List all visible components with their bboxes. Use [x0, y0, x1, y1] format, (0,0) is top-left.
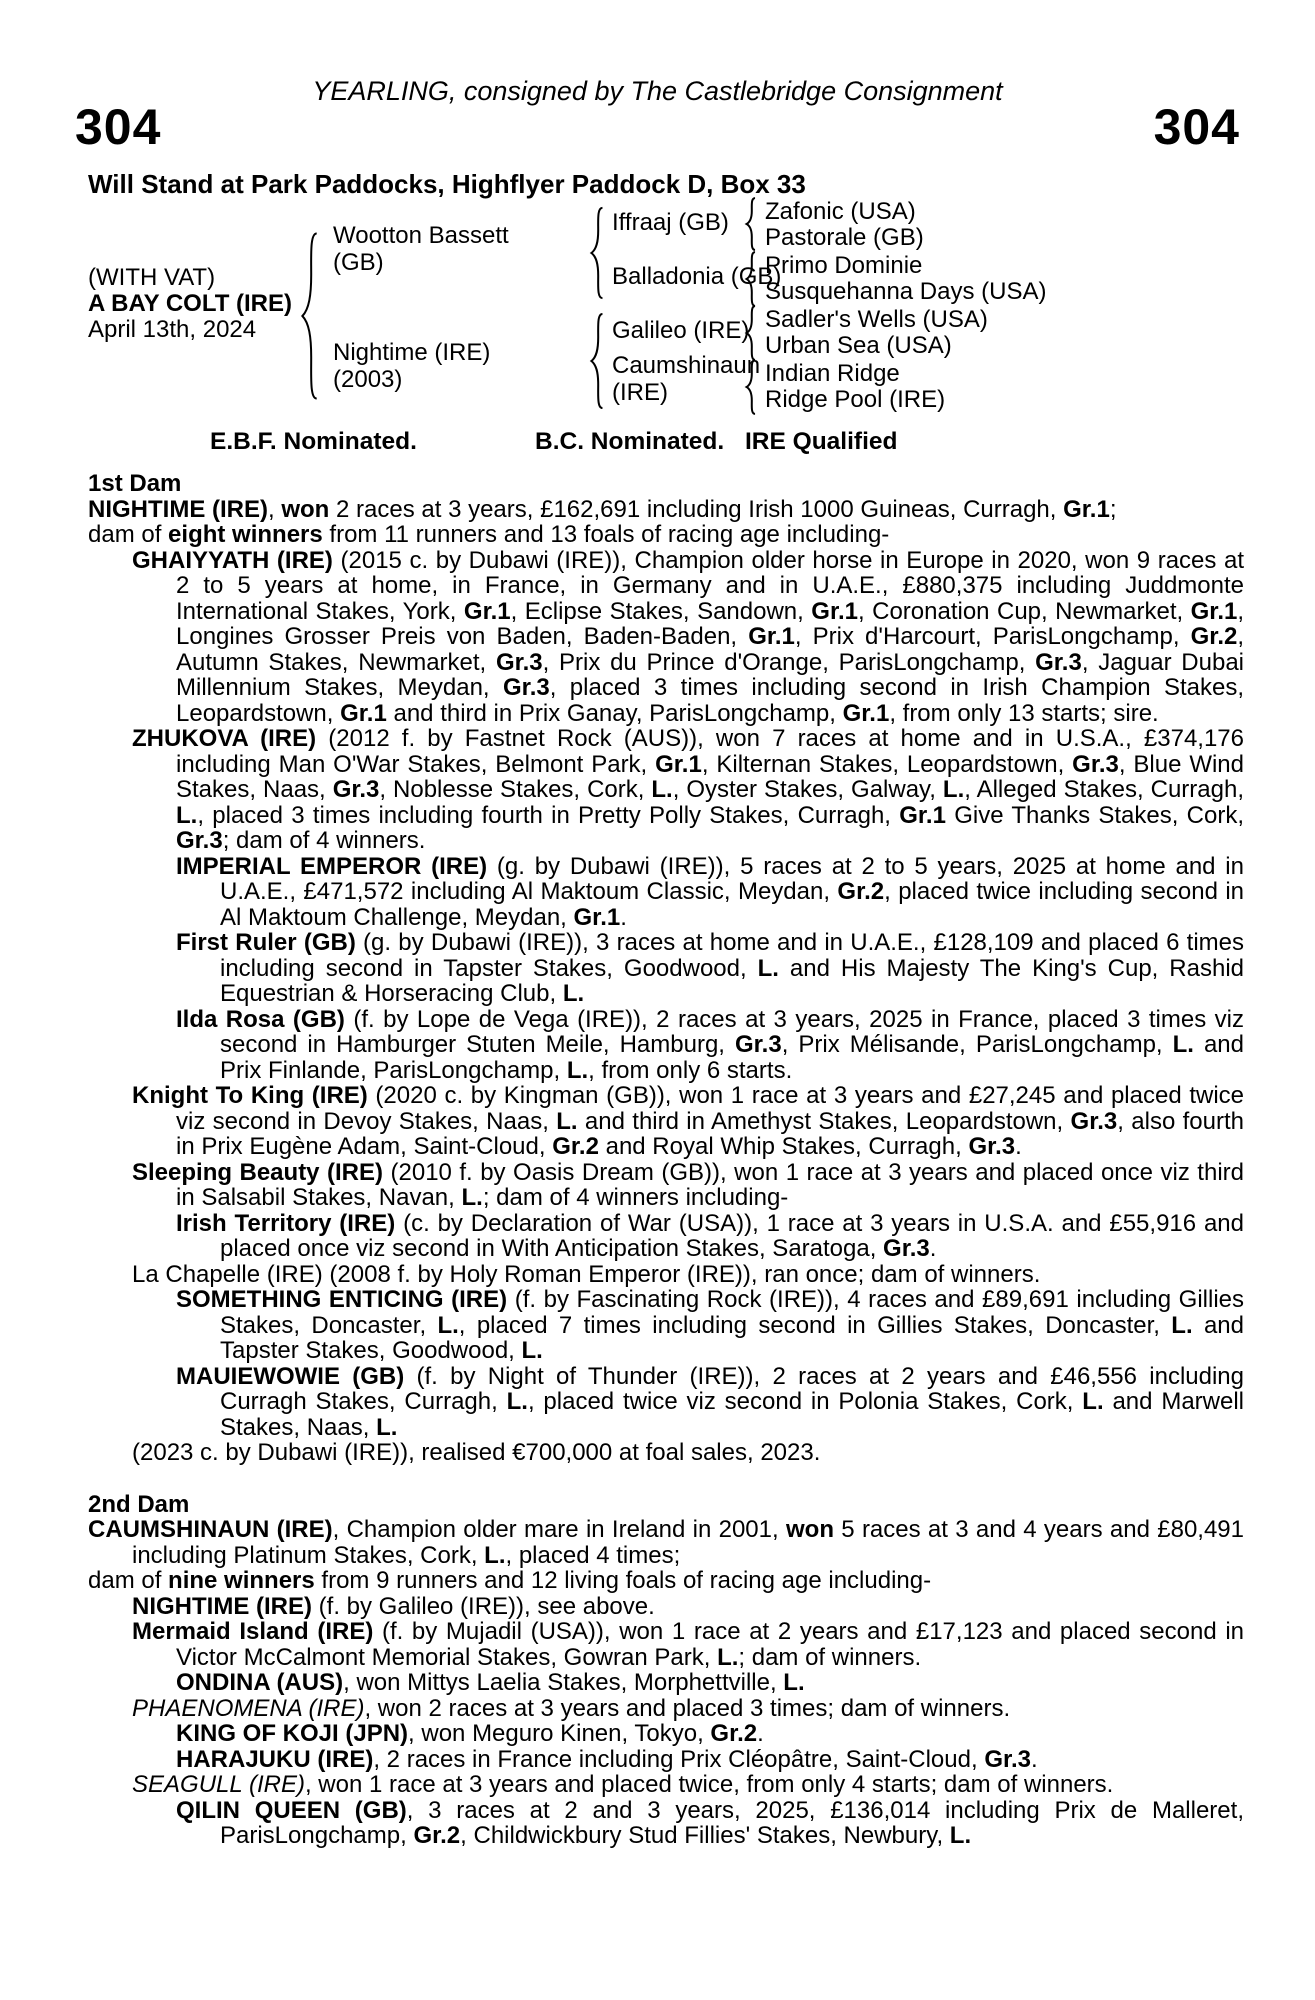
section-heading: 2nd Dam [88, 1490, 190, 1518]
text-segment: Gr.2 [1190, 623, 1238, 650]
great-grandparent: Susquehanna Days (USA) [765, 278, 1047, 305]
great-grandparent: Primo Dominie [765, 252, 923, 279]
text-segment: (f. by Mujadil (USA)), won 1 race at 2 years and £17,123 and placed second in Victor McCalmont Memorial Stakes, Gowran Park, [176, 1618, 1245, 1671]
lot-number-right: 304 [1153, 99, 1240, 155]
foal-date: April 13th, 2024 [88, 316, 257, 343]
text-segment: 5 races at 3 and 4 years and £80,491 including Platinum Stakes, Cork, [132, 1516, 1244, 1569]
text-segment: Gr.1 [748, 623, 795, 650]
text-segment: Gr.1 [1063, 495, 1110, 523]
text-segment: Gr.2 [837, 878, 885, 905]
text-segment: ZHUKOVA (IRE) [132, 725, 317, 752]
text-segment: IMPERIAL EMPEROR (IRE) [176, 852, 488, 880]
text-segment: , Autumn Stakes, Newmarket, [176, 623, 1245, 676]
text-segment: and His Majesty The King's Cup, Rashid Equestrian & Horseracing Club, [220, 954, 1245, 1007]
text-segment: . [1031, 1745, 1038, 1773]
catalog-paragraph [88, 497, 1244, 523]
subject-name: A BAY COLT (IRE) [88, 290, 293, 317]
ire-qualified: IRE Qualified [745, 428, 898, 455]
catalog-paragraph [88, 1619, 1244, 1670]
text-segment: Knight To King (IRE) [132, 1082, 368, 1109]
text-segment: Gr.3 [503, 674, 550, 701]
text-segment: (f. by Lope de Vega (IRE)), 2 races at 3 years, 2025 in France, placed 3 times viz second in Hamburger Stuten Meile, Hamburg, [220, 1005, 1244, 1058]
text-segment: , Noblesse Stakes, Cork, [379, 776, 652, 803]
text-segment: from 9 runners and 12 living foals of racing age including- [314, 1567, 932, 1594]
section-heading: 1st Dam [88, 470, 182, 497]
text-segment: eight winners [168, 521, 323, 548]
text-segment: L. [506, 1388, 528, 1415]
catalog-paragraph [88, 854, 1244, 931]
text-segment: Gr.2 [413, 1822, 461, 1849]
text-segment: NIGHTIME (IRE) [88, 495, 268, 523]
catalog-body [88, 471, 1244, 1849]
pedigree-brace-gg4 [744, 359, 757, 415]
catalog-paragraph [88, 1594, 1244, 1620]
text-segment: ; dam of 4 winners including- [482, 1184, 789, 1211]
text-segment: KING OF KOJI (JPN) [176, 1720, 409, 1747]
text-segment: Irish Territory (IRE) [176, 1209, 396, 1237]
text-segment: L. [556, 1107, 578, 1135]
text-segment: L. [1082, 1388, 1104, 1415]
text-segment: L. [484, 1541, 506, 1569]
pedigree-table [0, 0, 1315, 430]
text-segment: La Chapelle (IRE) (2008 f. by Holy Roman Emperor (IRE)), ran once; dam of winners. [132, 1260, 1041, 1288]
sire-name: Wootton Bassett [333, 222, 509, 249]
catalog-paragraph [88, 1670, 1244, 1696]
text-segment: NIGHTIME (IRE) [132, 1592, 312, 1620]
text-segment: . [620, 903, 627, 931]
catalog-paragraph [88, 1440, 1244, 1466]
text-segment: , won Meguro Kinen, Tokyo, [408, 1720, 711, 1747]
text-segment: Gr.2 [552, 1133, 599, 1160]
text-segment: ONDINA (AUS) [176, 1669, 344, 1696]
text-segment: MAUIEWOWIE (GB) [176, 1362, 405, 1390]
dam-name: Nightime (IRE) [333, 339, 491, 366]
great-grandparent: Sadler's Wells (USA) [765, 306, 988, 333]
text-segment: nine winners [168, 1567, 315, 1594]
pedigree-brace-dam [588, 312, 605, 410]
catalog-paragraph [88, 548, 1244, 727]
text-segment: Gr.1 [573, 903, 621, 931]
text-segment: L. [437, 1311, 459, 1339]
text-segment: L. [717, 1643, 739, 1671]
text-segment: , Prix Mélisande, ParisLongchamp, [781, 1031, 1173, 1058]
text-segment: Gr.1 [842, 699, 890, 727]
text-segment: L. [176, 801, 198, 829]
catalog-paragraph [88, 1772, 1244, 1798]
text-segment: , [268, 495, 282, 523]
text-segment: First Ruler (GB) [176, 929, 356, 956]
text-segment: (f. by Fascinating Rock (IRE)), 4 races and £89,691 including Gillies Stakes, Doncaster, [220, 1286, 1244, 1339]
text-segment: Gr.3 [495, 648, 543, 676]
dam-suffix: (2003) [333, 366, 403, 393]
text-segment: dam of [88, 521, 169, 548]
catalog-paragraph [88, 1517, 1244, 1568]
text-segment: SOMETHING ENTICING (IRE) [176, 1286, 508, 1313]
text-segment: L. [942, 776, 965, 803]
catalog-paragraph [88, 1287, 1244, 1364]
text-segment: Gr.2 [710, 1720, 758, 1747]
text-segment: ; dam of winners. [738, 1643, 922, 1671]
stand-location: Will Stand at Park Paddocks, Highflyer Paddock D, Box 33 [88, 169, 806, 199]
text-segment: , Prix du Prince d'Orange, ParisLongchamp, [542, 648, 1036, 676]
text-segment: L. [566, 1056, 589, 1084]
great-grandparent: Zafonic (USA) [765, 198, 916, 225]
catalog-paragraph [88, 1568, 1244, 1594]
text-segment: Gr.3 [176, 827, 223, 854]
catalog-paragraph [88, 1747, 1244, 1773]
text-segment: L. [521, 1337, 543, 1364]
text-segment: , from only 13 starts; sire. [889, 699, 1159, 727]
text-segment: L. [1171, 1311, 1193, 1339]
great-grandparent: Pastorale (GB) [765, 224, 924, 251]
text-segment: , Champion older mare in Ireland in 2001, [332, 1516, 786, 1543]
text-segment: L. [1172, 1031, 1194, 1058]
pedigree-brace-gg3 [744, 305, 757, 361]
text-segment: GHAIYYATH (IRE) [132, 546, 333, 574]
text-segment: L. [757, 954, 779, 982]
text-segment: from 11 runners and 13 foals of racing age including- [322, 521, 890, 548]
granddam-2: Caumshinaun [612, 352, 761, 379]
text-segment: Gr.1 [340, 699, 387, 727]
vat-note: (WITH VAT) [88, 264, 216, 291]
text-segment: PHAENOMENA (IRE) [132, 1694, 365, 1722]
great-grandparent: Ridge Pool (IRE) [765, 386, 946, 413]
text-segment: , Coronation Cup, Newmarket, [857, 597, 1191, 625]
text-segment: Gr.3 [735, 1031, 782, 1058]
pedigree-brace-sire [588, 206, 605, 300]
text-segment: Gr.1 [811, 597, 858, 625]
text-segment: , Prix d'Harcourt, ParisLongchamp, [794, 623, 1191, 650]
catalog-paragraph [88, 1696, 1244, 1722]
text-segment: (2012 f. by Fastnet Rock (AUS)), won 7 races at home and in U.S.A., £374,176 including Man O'War Stakes, Belmont Park, [176, 725, 1244, 778]
text-segment: and Royal Whip Stakes, Curragh, [598, 1133, 969, 1160]
text-segment: won [785, 1516, 834, 1543]
text-segment: . [757, 1720, 764, 1747]
text-segment: (2010 f. by Oasis Dream (GB)), won 1 race at 3 years and placed once viz third in Salsabil Stakes, Navan, [176, 1158, 1244, 1211]
grandsire-2: Galileo (IRE) [612, 317, 750, 344]
text-segment: Gr.1 [655, 750, 702, 778]
text-segment: (2015 c. by Dubawi (IRE)), Champion older horse in Europe in 2020, won 9 races at 2 to 5 years at home, in France, in Germany and in U.A.E., £880,375 including Juddmonte International Stakes, York, [176, 546, 1245, 625]
text-segment: 2 races at 3 years, £162,691 including Irish 1000 Guineas, Curragh, [329, 495, 1064, 523]
text-segment: . [929, 1235, 937, 1262]
text-segment: , Jaguar Dubai Millennium Stakes, Meydan, [176, 648, 1245, 701]
text-segment: L. [651, 776, 673, 803]
text-segment: . [1015, 1133, 1022, 1160]
text-segment: , from only 6 starts. [588, 1056, 793, 1084]
text-segment: , Eclipse Stakes, Sandown, [510, 597, 812, 625]
text-segment: Gr.3 [984, 1745, 1032, 1773]
catalog-paragraph [88, 1364, 1244, 1441]
text-segment: ; dam of 4 winners. [222, 827, 426, 854]
text-segment: , won 2 races at 3 years and placed 3 times; dam of winners. [364, 1694, 1011, 1722]
text-segment: L. [562, 980, 585, 1007]
text-segment: (g. by Dubawi (IRE)), 5 races at 2 to 5 years, 2025 at home and in U.A.E., £471,572 including Al Maktoum Classic, Meydan, [220, 852, 1244, 905]
text-segment: , placed 3 times including fourth in Pretty Polly Stakes, Curragh, [197, 801, 900, 829]
catalog-paragraph [88, 1262, 1244, 1288]
text-segment: won [281, 495, 330, 523]
text-segment: and third in Amethyst Stakes, Leopardstown, [577, 1107, 1071, 1135]
catalog-paragraph [88, 1083, 1244, 1160]
text-segment: (g. by Dubawi (IRE)), 3 races at home and in U.A.E., £128,109 and placed 6 times including second in Tapster Stakes, Goodwood, [220, 929, 1244, 982]
text-segment: L. [949, 1822, 972, 1849]
bc-nomination: B.C. Nominated. [535, 428, 725, 455]
catalog-paragraph [88, 1160, 1244, 1211]
catalog-paragraph [88, 1211, 1244, 1262]
granddam-2-suffix: (IRE) [612, 379, 668, 406]
text-segment: , placed twice including second in Al Maktoum Challenge, Meydan, [220, 878, 1244, 931]
text-segment: , placed 7 times including second in Gillies Stakes, Doncaster, [458, 1311, 1172, 1339]
text-segment: Gr.3 [1072, 750, 1119, 778]
text-segment: , 3 races at 2 and 3 years, 2025, £136,014 including Prix de Malleret, ParisLongchamp, [220, 1796, 1244, 1849]
text-segment: SEAGULL (IRE) [132, 1771, 305, 1798]
great-grandparent: Indian Ridge [765, 360, 900, 387]
ebf-nomination: E.B.F. Nominated. [210, 428, 417, 455]
text-segment: , won Mittys Laelia Stakes, Morphettville, [343, 1669, 784, 1696]
text-segment: , Oyster Stakes, Galway, [672, 776, 943, 803]
catalog-paragraph [88, 726, 1244, 854]
text-segment: dam of [88, 1567, 169, 1594]
text-segment: Sleeping Beauty (IRE) [132, 1158, 384, 1186]
text-segment: Gr.3 [883, 1235, 930, 1262]
catalog-paragraph [88, 1007, 1244, 1084]
text-segment: Gr.1 [463, 597, 511, 625]
text-segment: Gr.3 [1070, 1107, 1118, 1135]
text-segment: Gr.3 [968, 1133, 1016, 1160]
text-segment: and third in Prix Ganay, ParisLongchamp, [386, 699, 843, 727]
catalog-paragraph [88, 930, 1244, 1007]
text-segment: Gr.1 [1190, 597, 1238, 625]
text-segment: QILIN QUEEN (GB) [176, 1796, 407, 1824]
great-grandparent: Urban Sea (USA) [765, 332, 952, 359]
text-segment: (c. by Declaration of War (USA)), 1 race at 3 years in U.S.A. and £55,916 and placed once viz second in With Anticipation Stakes, Saratoga, [220, 1209, 1244, 1262]
text-segment: L. [376, 1413, 398, 1441]
granddam-1: Balladonia (GB) [612, 263, 782, 290]
text-segment: , Kilternan Stakes, Leopardstown, [701, 750, 1073, 778]
text-segment: , 2 races in France including Prix Cléopâtre, Saint-Cloud, [373, 1745, 985, 1773]
text-segment: , placed twice viz second in Polonia Stakes, Cork, [527, 1388, 1083, 1415]
text-segment: ; [1109, 495, 1117, 523]
text-segment: L. [783, 1669, 805, 1696]
text-segment: , Childwickbury Stud Fillies' Stakes, Newbury, [460, 1822, 950, 1849]
text-segment: Ilda Rosa (GB) [176, 1005, 345, 1033]
sire-suffix: (GB) [333, 249, 384, 276]
text-segment: , placed 3 times including second in Irish Champion Stakes, Leopardstown, [176, 674, 1245, 727]
text-segment: , Alleged Stakes, Curragh, [964, 776, 1244, 803]
text-segment: (f. by Night of Thunder (IRE)), 2 races at 2 years and £46,556 including Curragh Stakes, Curragh, [220, 1362, 1245, 1415]
text-segment: Gr.1 [899, 801, 946, 829]
text-segment: Give Thanks Stakes, Cork, [945, 801, 1244, 829]
text-segment: (f. by Galileo (IRE)), see above. [312, 1592, 655, 1620]
text-segment: , placed 4 times; [505, 1541, 681, 1569]
text-segment: , won 1 race at 3 years and placed twice, from only 4 starts; dam of winners. [304, 1771, 1114, 1798]
catalog-paragraph [88, 1721, 1244, 1747]
text-segment: HARAJUKU (IRE) [176, 1745, 374, 1773]
text-segment: Gr.3 [332, 776, 380, 803]
text-segment: and Marwell Stakes, Naas, [220, 1388, 1244, 1441]
pedigree-brace-main [298, 230, 320, 402]
catalog-paragraph [88, 522, 1244, 548]
grandsire-1: Iffraaj (GB) [612, 209, 729, 236]
text-segment: , also fourth in Prix Eugène Adam, Saint-Cloud, [176, 1107, 1245, 1160]
text-segment: and Prix Finlande, ParisLongchamp, [220, 1031, 1244, 1084]
text-segment: L. [461, 1184, 483, 1211]
text-segment: , Blue Wind Stakes, Naas, [176, 750, 1244, 803]
text-segment: Mermaid Island (IRE) [132, 1618, 374, 1645]
text-segment: , Longines Grosser Preis von Baden, Baden-Baden, [176, 597, 1245, 650]
text-segment: Gr.3 [1035, 648, 1082, 676]
text-segment: and Tapster Stakes, Goodwood, [220, 1311, 1245, 1364]
catalog-paragraph [88, 1798, 1244, 1849]
lot-number-left: 304 [75, 99, 162, 155]
text-segment: (2023 c. by Dubawi (IRE)), realised €700,000 at foal sales, 2023. [132, 1439, 821, 1466]
pedigree-brace-gg2 [744, 251, 757, 307]
text-segment: CAUMSHINAUN (IRE) [88, 1516, 333, 1543]
text-segment: (2020 c. by Kingman (GB)), won 1 race at 3 years and £27,245 and placed twice viz second in Devoy Stakes, Naas, [176, 1082, 1245, 1135]
consignment-title: YEARLING, consigned by The Castlebridge Consignment [312, 76, 1003, 106]
pedigree-brace-gg1 [744, 197, 757, 251]
